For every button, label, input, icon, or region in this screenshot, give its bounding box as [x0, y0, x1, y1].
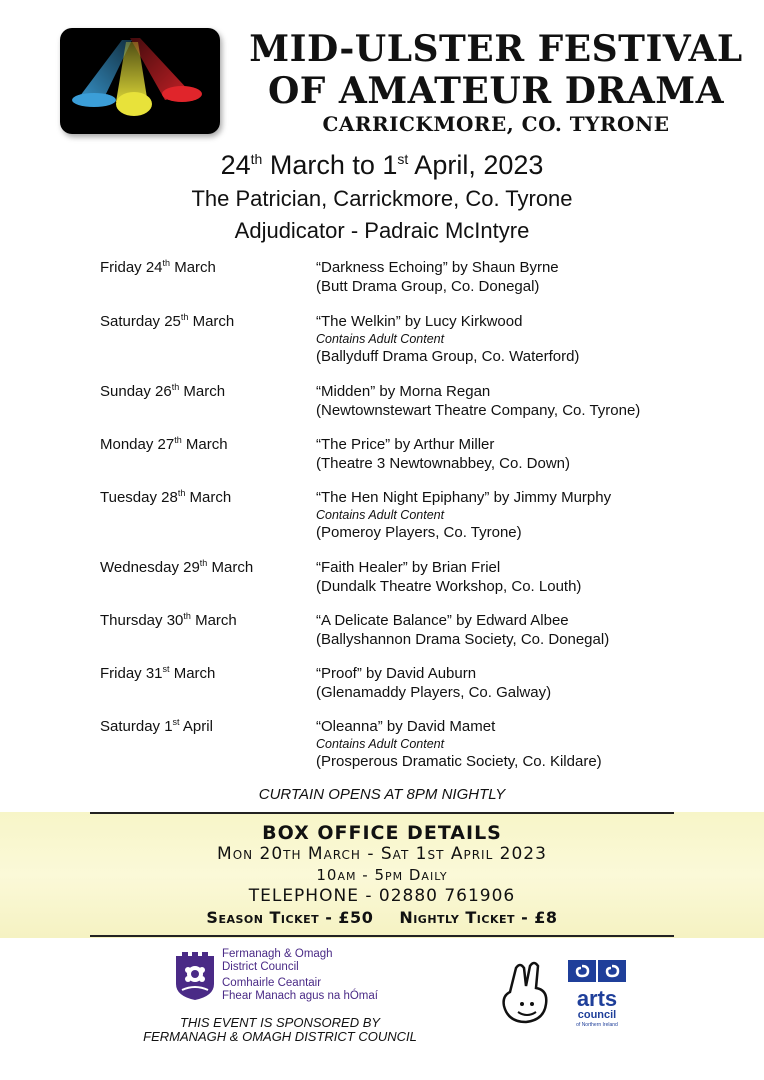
spotlight-icon — [60, 28, 220, 134]
box-office-dates: Mon 20th March - Sat 1st April 2023 — [217, 844, 547, 864]
divider — [90, 812, 674, 814]
festival-location: CARRICKMORE, CO. TYRONE — [322, 112, 670, 136]
sponsor-statement: THIS EVENT IS SPONSORED BY FERMANAGH & OMAGH DISTRICT COUNCIL — [143, 1015, 417, 1044]
play-title: “Proof” by David Auburn — [316, 665, 477, 682]
schedule-row — [100, 312, 700, 382]
content-warning: Contains Adult Content — [316, 332, 445, 346]
performance-date: Saturday 25th March — [100, 312, 235, 330]
drama-group: (Ballyshannon Drama Society, Co. Donegal) — [316, 631, 610, 648]
schedule-row — [100, 435, 700, 488]
drama-group: (Glenamaddy Players, Co. Galway) — [316, 684, 552, 701]
drama-group: (Pomeroy Players, Co. Tyrone) — [316, 524, 522, 541]
performance-date: Thursday 30th March — [100, 611, 237, 629]
festival-logo — [60, 28, 220, 134]
venue: The Patrician, Carrickmore, Co. Tyrone — [191, 186, 573, 211]
play-title: “The Welkin” by Lucy Kirkwood — [316, 313, 523, 330]
play-title: “Darkness Echoing” by Shaun Byrne — [316, 259, 559, 276]
arts-label: arts — [576, 986, 618, 1011]
council-crest-icon — [174, 950, 216, 1002]
play-title: “The Hen Night Epiphany” by Jimmy Murphy — [316, 489, 612, 506]
festival-title-line1: MID-ULSTER FESTIVAL — [249, 28, 743, 70]
schedule-row — [100, 664, 700, 717]
performance-date: Tuesday 28th March — [100, 488, 232, 506]
drama-group: (Newtownstewart Theatre Company, Co. Tyrone) — [316, 402, 641, 419]
drama-group: (Ballyduff Drama Group, Co. Waterford) — [316, 348, 580, 365]
divider — [90, 935, 674, 937]
national-lottery-icon — [496, 960, 556, 1026]
performance-date: Friday 31st March — [100, 664, 216, 682]
performance-date: Friday 24th March — [100, 258, 216, 276]
box-office-telephone: TELEPHONE - 02880 761906 — [248, 886, 516, 906]
performance-date: Monday 27th March — [100, 435, 228, 453]
performance-date: Sunday 26th March — [100, 382, 226, 400]
play-title: “Oleanna” by David Mamet — [316, 718, 496, 735]
curtain-time: CURTAIN OPENS AT 8PM NIGHTLY — [258, 786, 506, 803]
content-warning: Contains Adult Content — [316, 737, 445, 751]
festival-dates: 24th March to 1st April, 2023 — [220, 150, 544, 180]
region-label: of Northern Ireland — [576, 1022, 618, 1028]
schedule-row — [100, 488, 700, 558]
schedule-row — [100, 382, 700, 435]
schedule-row — [100, 558, 700, 611]
drama-group: (Dundalk Theatre Workshop, Co. Louth) — [316, 578, 582, 595]
schedule-row — [100, 258, 700, 312]
drama-group: (Theatre 3 Newtownabbey, Co. Down) — [316, 455, 571, 472]
play-title: “Faith Healer” by Brian Friel — [316, 559, 501, 576]
council-label: council — [577, 1009, 617, 1021]
play-title: “The Price” by Arthur Miller — [316, 436, 495, 453]
festival-title-line2: OF AMATEUR DRAMA — [267, 70, 725, 112]
season-ticket-price: Season Ticket - £50 — [206, 908, 374, 927]
play-title: “Midden” by Morna Regan — [316, 383, 491, 400]
drama-group: (Butt Drama Group, Co. Donegal) — [316, 278, 540, 295]
box-office-hours: 10am - 5pm Daily — [316, 866, 448, 884]
schedule-row — [100, 717, 700, 777]
arts-council-logo — [566, 960, 628, 1028]
content-warning: Contains Adult Content — [316, 508, 445, 522]
schedule-row — [100, 611, 700, 664]
ticket-prices — [0, 908, 764, 927]
play-title: “A Delicate Balance” by Edward Albee — [316, 612, 569, 629]
adjudicator: Adjudicator - Padraic McIntyre — [234, 218, 530, 243]
schedule-list — [100, 258, 700, 777]
drama-group: (Prosperous Dramatic Society, Co. Kildare) — [316, 753, 602, 770]
box-office-heading: BOX OFFICE DETAILS — [262, 822, 502, 844]
performance-date: Wednesday 29th March — [100, 558, 254, 576]
nightly-ticket-price: Nightly Ticket - £8 — [399, 908, 558, 927]
performance-date: Saturday 1st April — [100, 717, 213, 735]
council-name: Fermanagh & Omagh District Council Comhairle Ceantair Fhear Manach agus na hÓmaí — [222, 948, 378, 1002]
